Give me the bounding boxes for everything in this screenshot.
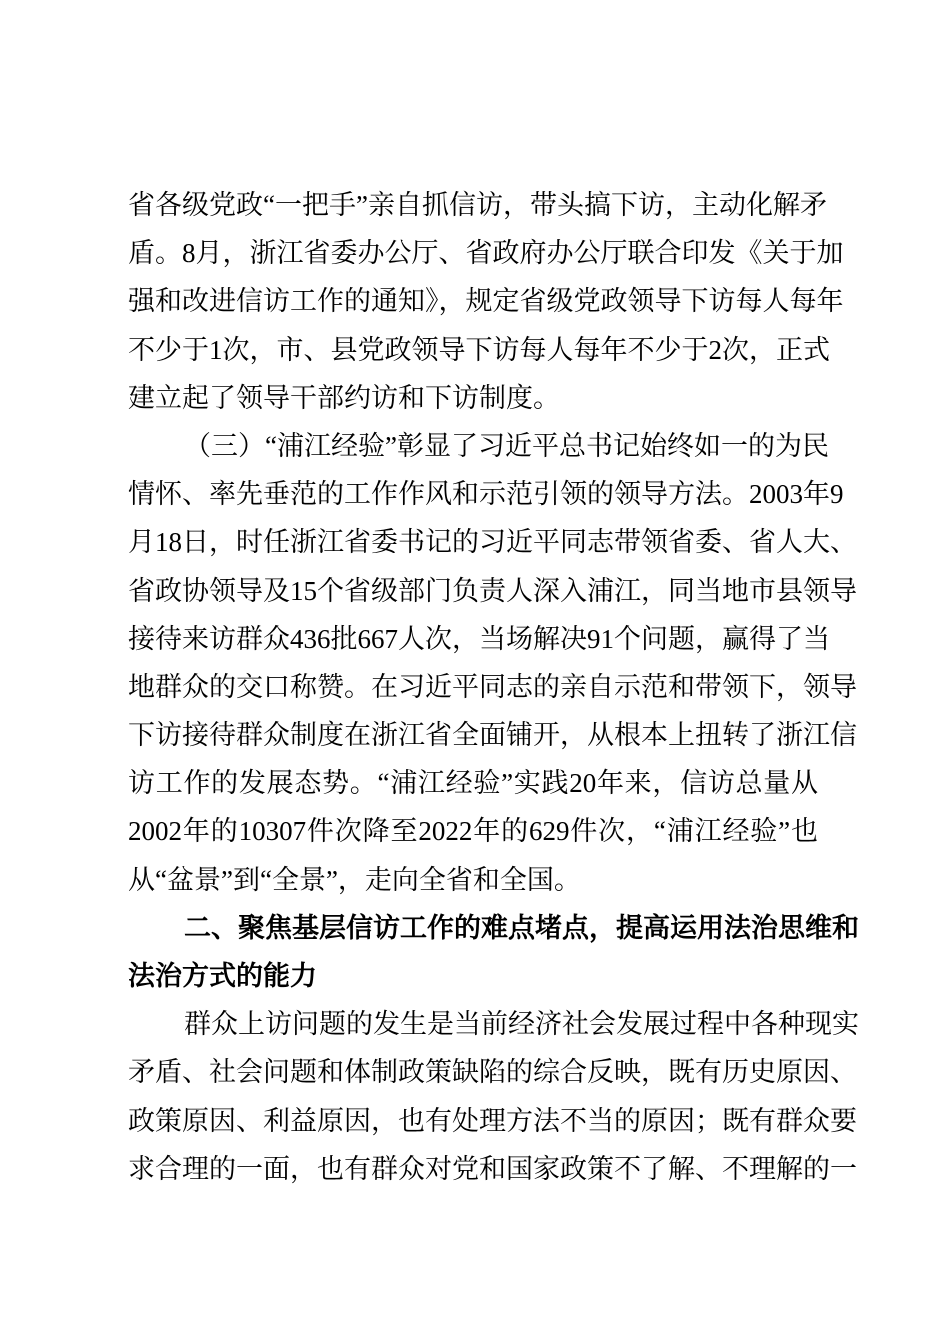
- text-line: 求合理的一面，也有群众对党和国家政策不了解、不理解的一: [128, 1153, 857, 1184]
- text-line: 省各级党政“一把手”亲自抓信访，带头搞下访，主动化解矛: [128, 190, 827, 220]
- text-line: 从“盆景”到“全景”，走向全省和全国。: [128, 864, 581, 895]
- text-line: 建立起了领导干部约访和下访制度。: [128, 382, 560, 413]
- text-line: 省政协领导及15个省级部门负责人深入浦江，同当地市县领导: [128, 575, 857, 606]
- text-line: 访工作的发展态势。“浦江经验”实践20年来，信访总量从: [128, 768, 818, 799]
- text-line: 盾。8月，浙江省委办公厅、省政府办公厅联合印发《关于加: [128, 238, 844, 269]
- text-line: （三）“浦江经验”彰显了习近平总书记始终如一的为民: [184, 430, 829, 461]
- text-line: 2002年的10307件次降至2022年的629件次，“浦江经验”也: [128, 816, 818, 847]
- paragraph-petition-causes: [128, 1000, 859, 1193]
- text-line: 月18日，时任浙江省委书记的习近平同志带领省委、省人大、: [128, 527, 857, 558]
- document-page: [128, 181, 859, 1193]
- text-line: 群众上访问题的发生是当前经济社会发展过程中各种现实: [184, 1009, 859, 1040]
- paragraph-continuation: [128, 181, 844, 422]
- text-line: 不少于1次，市、县党政领导下访每人每年不少于2次，正式: [128, 334, 830, 365]
- text-line: 强和改进信访工作的通知》，规定省级党政领导下访每人每年: [128, 286, 844, 317]
- text-line: 地群众的交口称赞。在习近平同志的亲自示范和带领下，领导: [128, 671, 857, 702]
- heading-line: 二、聚焦基层信访工作的难点堵点，提高运用法治思维和: [184, 912, 859, 943]
- text-line: 矛盾、社会问题和体制政策缺陷的综合反映，既有历史原因、: [128, 1057, 857, 1088]
- text-line: 情怀、率先垂范的工作作风和示范引领的领导方法。2003年9: [128, 479, 844, 510]
- section-heading: [128, 904, 859, 1000]
- text-line: 接待来访群众436批667人次，当场解决91个问题，赢得了当: [128, 623, 830, 654]
- text-line: 政策原因、利益原因，也有处理方法不当的原因；既有群众要: [128, 1105, 857, 1136]
- paragraph-pujiang-experience: [128, 422, 857, 904]
- text-line: 下访接待群众制度在浙江省全面铺开，从根本上扭转了浙江信: [128, 720, 857, 751]
- heading-line: 法治方式的能力: [128, 961, 317, 991]
